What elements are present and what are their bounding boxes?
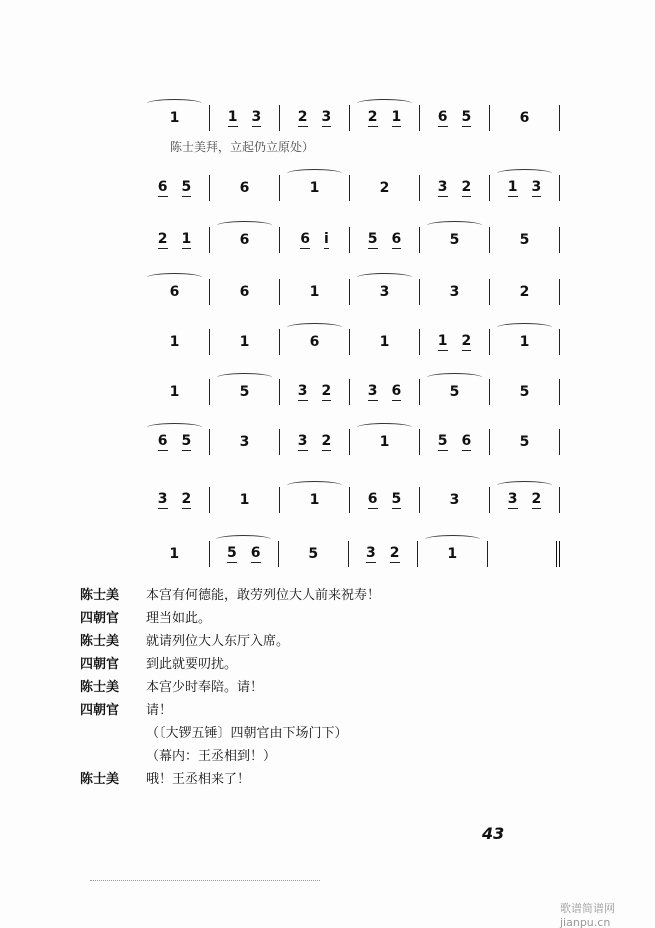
- measure: [210, 227, 280, 253]
- measure: [140, 105, 210, 131]
- score-row: [140, 486, 560, 514]
- note: 1: [169, 384, 180, 400]
- slur: [287, 323, 342, 332]
- note: 3: [367, 383, 378, 399]
- note: 5: [181, 433, 192, 449]
- note: 2: [321, 433, 332, 449]
- measure: [350, 279, 420, 305]
- note: 1: [447, 546, 458, 562]
- dialogue-line: [80, 768, 250, 787]
- dialogue-line: [80, 653, 237, 672]
- measure: [350, 329, 420, 355]
- line-text: 哦！王丞相来了！: [146, 772, 251, 787]
- score-row: [140, 378, 560, 406]
- note: 1: [391, 109, 402, 125]
- measure: [420, 429, 490, 455]
- dialogue-line: [80, 722, 348, 741]
- measure: [350, 175, 420, 201]
- note: 1: [309, 284, 320, 300]
- score-row: [140, 104, 560, 132]
- slur: [217, 221, 272, 230]
- note: 5: [367, 231, 378, 247]
- note: 1: [239, 492, 250, 508]
- dialogue-line: [80, 745, 276, 764]
- dialogue-line: [80, 607, 211, 626]
- measure: [140, 175, 210, 201]
- note: 6: [239, 284, 250, 300]
- slur: [216, 535, 271, 544]
- dialogue-line: [80, 584, 380, 603]
- speaker: 四朝官: [80, 703, 120, 718]
- speaker: 陈士美: [80, 680, 120, 695]
- slur: [217, 373, 272, 382]
- slur: [357, 273, 412, 282]
- line-text: 本宫少时奉陪。请！: [146, 680, 264, 695]
- dialogue-line: [80, 699, 172, 718]
- note: 6: [437, 109, 448, 125]
- slur: [287, 169, 342, 178]
- measure: [420, 487, 490, 513]
- measure: [280, 105, 350, 131]
- note: 1: [519, 334, 530, 350]
- measure: [280, 279, 350, 305]
- measure: [420, 279, 490, 305]
- measure: [140, 541, 210, 567]
- note: 5: [437, 433, 448, 449]
- measure: [488, 541, 561, 567]
- measure: [490, 429, 560, 455]
- note: 1: [169, 110, 180, 126]
- note: 5: [519, 232, 530, 248]
- measure: [490, 227, 560, 253]
- slur: [497, 323, 552, 332]
- measure: [490, 279, 560, 305]
- note: 5: [391, 491, 402, 507]
- speaker: 陈士美: [80, 634, 120, 649]
- measure: [420, 175, 490, 201]
- note: 6: [391, 231, 402, 247]
- score-row: [140, 540, 560, 568]
- note: 1: [437, 333, 448, 349]
- divider: [90, 880, 320, 881]
- line-text: （〔大锣五锤〕四朝官由下场门下）: [146, 726, 348, 741]
- slur: [147, 273, 202, 282]
- slur: [357, 423, 412, 432]
- note: 1: [309, 180, 320, 196]
- note: 5: [227, 545, 237, 561]
- line-text: 理当如此。: [146, 611, 212, 626]
- note: 3: [449, 284, 460, 300]
- note: 5: [239, 384, 250, 400]
- note: 5: [519, 434, 530, 450]
- measure: [420, 379, 490, 405]
- measure: [210, 279, 280, 305]
- measure: [210, 429, 280, 455]
- note: 2: [531, 491, 542, 507]
- note: 6: [367, 491, 378, 507]
- page-number: 43: [482, 824, 505, 843]
- slur: [497, 481, 552, 490]
- note: 2: [157, 231, 168, 247]
- note: 6: [309, 334, 320, 350]
- note: 6: [391, 383, 402, 399]
- slur: [287, 481, 342, 490]
- measure: [210, 379, 280, 405]
- note: 6: [239, 180, 250, 196]
- note: 5: [461, 109, 472, 125]
- dialogue-line: [80, 630, 289, 649]
- note: 6: [157, 433, 168, 449]
- line-text: 请！: [146, 703, 173, 718]
- speaker: 四朝官: [80, 611, 120, 626]
- note: 1: [169, 334, 180, 350]
- note: 3: [366, 545, 376, 561]
- slur: [147, 423, 202, 432]
- note: 2: [461, 333, 472, 349]
- note: 3: [531, 179, 542, 195]
- slur: [427, 221, 482, 230]
- line-text: （幕内：王丞相到！）: [146, 749, 277, 764]
- note: 1: [379, 334, 390, 350]
- note: 1: [507, 179, 518, 195]
- speaker: [80, 722, 146, 741]
- note: 6: [157, 179, 168, 195]
- note: 1: [181, 231, 192, 247]
- measure: [140, 379, 210, 405]
- note: 6: [250, 545, 261, 561]
- note: 3: [297, 433, 308, 449]
- measure: [140, 227, 210, 253]
- note: 2: [389, 545, 400, 561]
- score-row: [140, 328, 560, 356]
- note: i: [323, 231, 329, 247]
- slur: [357, 99, 412, 108]
- note: 2: [181, 491, 192, 507]
- measure: [420, 227, 490, 253]
- note: 5: [449, 384, 460, 400]
- note: 5: [449, 232, 460, 248]
- measure: [418, 541, 488, 567]
- score-row: [140, 226, 560, 254]
- note: 1: [309, 492, 320, 508]
- note: 1: [239, 334, 250, 350]
- note: 2: [379, 180, 390, 196]
- measure: [350, 379, 420, 405]
- line-text: 就请列位大人东厅入席。: [146, 634, 290, 649]
- note: 3: [297, 383, 308, 399]
- line-text: 到此就要叨扰。: [146, 657, 238, 672]
- measure: [350, 105, 420, 131]
- speaker: 陈士美: [80, 772, 120, 787]
- note: 3: [449, 492, 460, 508]
- measure: [210, 105, 280, 131]
- note: 6: [239, 232, 250, 248]
- stage-direction: 陈士美拜，立起仍立原处）: [170, 140, 315, 154]
- note: 1: [379, 434, 390, 450]
- measure: [490, 487, 560, 513]
- measure: [350, 429, 420, 455]
- watermark: 歌谱简谱网 jianpu.cn: [560, 902, 615, 928]
- note: 6: [169, 284, 180, 300]
- note: 2: [519, 284, 530, 300]
- measure: [350, 227, 420, 253]
- score-row: [140, 428, 560, 456]
- note: 5: [181, 179, 192, 195]
- measure: [280, 379, 350, 405]
- note: 1: [169, 546, 180, 562]
- note: 6: [519, 110, 530, 126]
- line-text: 本宫有何德能，敢劳列位大人前来祝寿！: [146, 588, 381, 603]
- note: 3: [157, 491, 168, 507]
- slur: [497, 169, 552, 178]
- measure: [490, 105, 560, 131]
- speaker: 四朝官: [80, 657, 120, 672]
- score-row: [140, 174, 560, 202]
- note: 3: [239, 434, 250, 450]
- measure: [210, 541, 280, 567]
- note: 6: [461, 433, 472, 449]
- measure: [140, 329, 210, 355]
- measure: [280, 487, 350, 513]
- measure: [280, 329, 350, 355]
- note: 3: [437, 179, 448, 195]
- note: 2: [367, 109, 378, 125]
- measure: [280, 227, 350, 253]
- measure: [210, 487, 280, 513]
- slur: [425, 535, 480, 544]
- note: 5: [519, 384, 530, 400]
- measure: [210, 329, 280, 355]
- measure: [349, 541, 419, 567]
- dialogue-line: [80, 676, 263, 695]
- note: 2: [297, 109, 308, 125]
- note: 3: [379, 284, 390, 300]
- note: 2: [321, 383, 332, 399]
- measure: [279, 541, 349, 567]
- measure: [350, 487, 420, 513]
- slur: [427, 373, 482, 382]
- measure: [140, 279, 210, 305]
- measure: [140, 487, 210, 513]
- slur: [147, 99, 202, 108]
- measure: [420, 105, 490, 131]
- score-row: [140, 278, 560, 306]
- note: 6: [300, 231, 310, 247]
- speaker: 陈士美: [80, 588, 120, 603]
- speaker: [80, 745, 146, 764]
- measure: [490, 379, 560, 405]
- measure: [280, 175, 350, 201]
- note: 1: [227, 109, 238, 125]
- measure: [490, 329, 560, 355]
- measure: [420, 329, 490, 355]
- measure: [490, 175, 560, 201]
- measure: [210, 175, 280, 201]
- note: 3: [507, 491, 518, 507]
- note: 3: [251, 109, 262, 125]
- measure: [280, 429, 350, 455]
- note: 3: [321, 109, 332, 125]
- measure: [140, 429, 210, 455]
- note: 2: [461, 179, 472, 195]
- note: 5: [308, 546, 319, 562]
